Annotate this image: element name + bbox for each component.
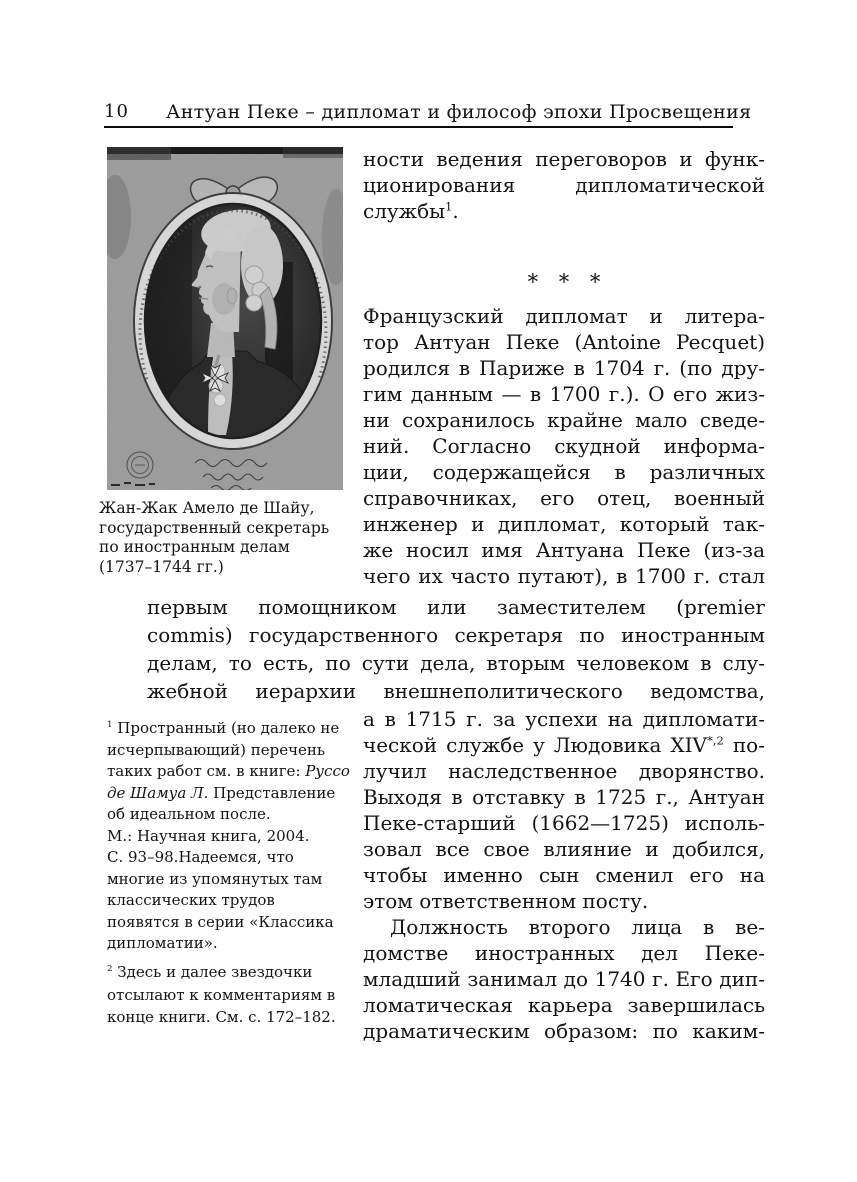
text-line: исчерпывающий) перечень bbox=[107, 740, 326, 759]
text-line: же носил имя Антуана Пеке (из-за bbox=[363, 538, 765, 562]
text-line: ческой службе у Людовика $XIV^{*,2}$ по- bbox=[363, 733, 765, 757]
text-line: ломатическая карьера завершилась bbox=[363, 993, 765, 1017]
text-line: тор Антуан Пеке (Antoine Pecquet) bbox=[363, 330, 765, 354]
text-line: гим данным — в 1700 г.). О его жиз- bbox=[363, 382, 765, 406]
text-line: многие из упомянутых там bbox=[107, 869, 323, 888]
text-line: этом ответственном посту. bbox=[363, 889, 649, 913]
text-line: ни сохранилось крайне мало сведе- bbox=[363, 408, 765, 432]
footnote-2 bbox=[107, 961, 361, 1029]
text-line: отсылают к комментариям в bbox=[107, 985, 336, 1004]
text-line: жебной иерархии внешнеполитического ведомства, bbox=[147, 679, 765, 703]
text-line: де Шамуа Л. Представление bbox=[107, 783, 336, 802]
text-line: ности ведения переговоров и функ- bbox=[363, 147, 765, 171]
text-line: родился в Париже в 1704 г. (по дру- bbox=[363, 356, 765, 380]
paragraph-intro bbox=[363, 146, 765, 224]
portrait-caption bbox=[99, 499, 351, 577]
text-line: драматическим образом: по каким- bbox=[363, 1019, 765, 1043]
text-line: государственный секретарь bbox=[99, 518, 330, 537]
text-line: М.: Научная книга, 2004. bbox=[107, 826, 310, 845]
paragraph-career bbox=[363, 706, 765, 1044]
running-header-title: Антуан Пеке – дипломат и философ эпохи Просвещения bbox=[166, 101, 752, 123]
text-line: зовал все свое влияние и добился, bbox=[363, 837, 765, 861]
footnote-1 bbox=[107, 718, 361, 955]
text-line: первым помощником или заместителем (premier bbox=[147, 595, 765, 619]
text-line: commis) государственного секретаря по иностранным bbox=[147, 623, 765, 647]
page-number: 10 bbox=[104, 101, 129, 122]
text-line: появятся в серии «Классика bbox=[107, 912, 334, 931]
section-separator: * * * bbox=[527, 270, 601, 294]
text-line: Должность второго лица в ве- bbox=[390, 915, 765, 939]
text-line: службы$^1$. bbox=[363, 199, 459, 223]
text-line: лучил наследственное дворянство. bbox=[363, 759, 765, 783]
text-line: Пеке-старший (1662—1725) исполь- bbox=[363, 811, 765, 835]
text-line: дипломатии». bbox=[107, 934, 218, 952]
text-line: таких работ см. в книге: Руссо bbox=[107, 762, 350, 780]
text-line: делам, то есть, по сути дела, вторым человеком в слу- bbox=[147, 651, 765, 675]
header-rule bbox=[104, 126, 733, 128]
text-line: Выходя в отставку в 1725 г., Антуан bbox=[363, 785, 765, 809]
portrait-figure bbox=[107, 147, 343, 490]
text-line: младший занимал до 1740 г. Его дип- bbox=[363, 967, 765, 991]
text-line: Жан-Жак Амело де Шайу, bbox=[99, 499, 315, 517]
text-line: С. 93–98.Надеемся, что bbox=[107, 848, 294, 866]
text-line: чего их часто путают), в 1700 г. стал bbox=[363, 564, 765, 588]
text-line: классических трудов bbox=[107, 891, 275, 909]
text-line: домстве иностранных дел Пеке- bbox=[363, 941, 765, 965]
text-line: по иностранным делам bbox=[99, 538, 290, 556]
text-line: ции, содержащейся в различных bbox=[363, 460, 765, 484]
text-line: инженер и дипломат, который так- bbox=[363, 512, 765, 536]
text-line: об идеальном после. bbox=[107, 805, 271, 823]
text-line: справочниках, его отец, военный bbox=[363, 486, 765, 510]
text-line: ний. Согласно скудной информа- bbox=[363, 434, 765, 458]
paragraph-fullwidth bbox=[147, 593, 765, 705]
text-line: конце книги. См. с. 172–182. bbox=[107, 1008, 336, 1026]
text-line: а в 1715 г. за успехи на дипломати- bbox=[363, 707, 765, 731]
text-line: (1737–1744 гг.) bbox=[99, 557, 224, 576]
text-line: Французский дипломат и литера- bbox=[363, 304, 765, 328]
text-line: ционирования дипломатической bbox=[363, 173, 765, 197]
text-line: $^1$ Пространный (но далеко не bbox=[107, 719, 340, 737]
text-line: $^2$ Здесь и далее звездочки bbox=[107, 963, 313, 981]
paragraph-biography bbox=[363, 303, 765, 589]
portrait-engraving bbox=[107, 147, 343, 490]
text-line: чтобы именно сын сменил его на bbox=[363, 863, 765, 887]
